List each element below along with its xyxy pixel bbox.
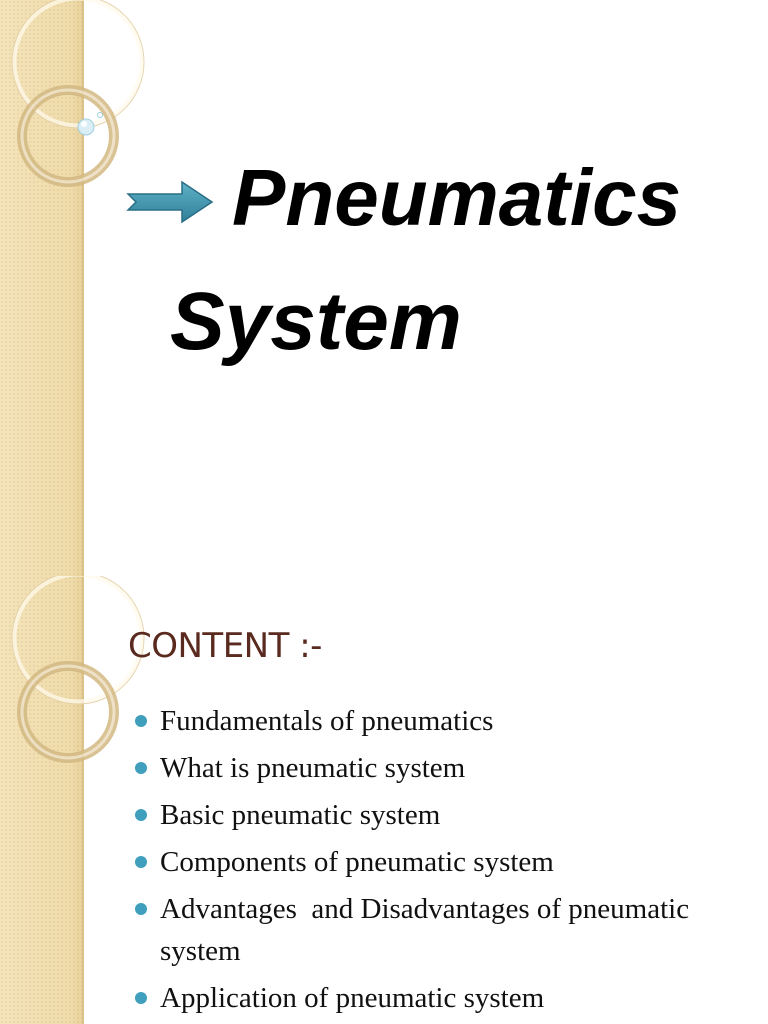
title-line-2: System — [170, 276, 462, 367]
bullet-text: What is pneumatic system — [160, 752, 466, 784]
bullet-text: Fundamentals of pneumatics — [160, 705, 494, 737]
list-item — [132, 700, 762, 742]
bullet-text: Basic pneumatic system — [160, 799, 441, 831]
content-heading: CONTENT :- — [128, 626, 322, 666]
bullet-dot-icon — [135, 715, 147, 727]
content-bullet-list — [132, 700, 762, 1024]
bullet-text: Advantages and Disadvantages of pneumatic system — [160, 893, 697, 967]
content-slide — [0, 576, 768, 1024]
bullet-dot-icon — [135, 809, 147, 821]
list-item — [132, 888, 762, 972]
circle-ring-icon — [0, 576, 120, 776]
bullet-dot-icon — [135, 762, 147, 774]
list-item — [132, 977, 762, 1019]
bullet-dot-icon — [135, 903, 147, 915]
list-item — [132, 747, 762, 789]
list-item — [132, 841, 762, 883]
right-arrow-icon — [124, 180, 214, 224]
bullet-text: Application of pneumatic system — [160, 982, 545, 1014]
bullet-dot-icon — [135, 992, 147, 1004]
bullet-dot-icon — [135, 856, 147, 868]
circle-ring-icon — [0, 0, 120, 200]
list-item — [132, 794, 762, 836]
bullet-text: Components of pneumatic system — [160, 846, 554, 878]
title-line-1: Pneumatics — [232, 153, 682, 242]
